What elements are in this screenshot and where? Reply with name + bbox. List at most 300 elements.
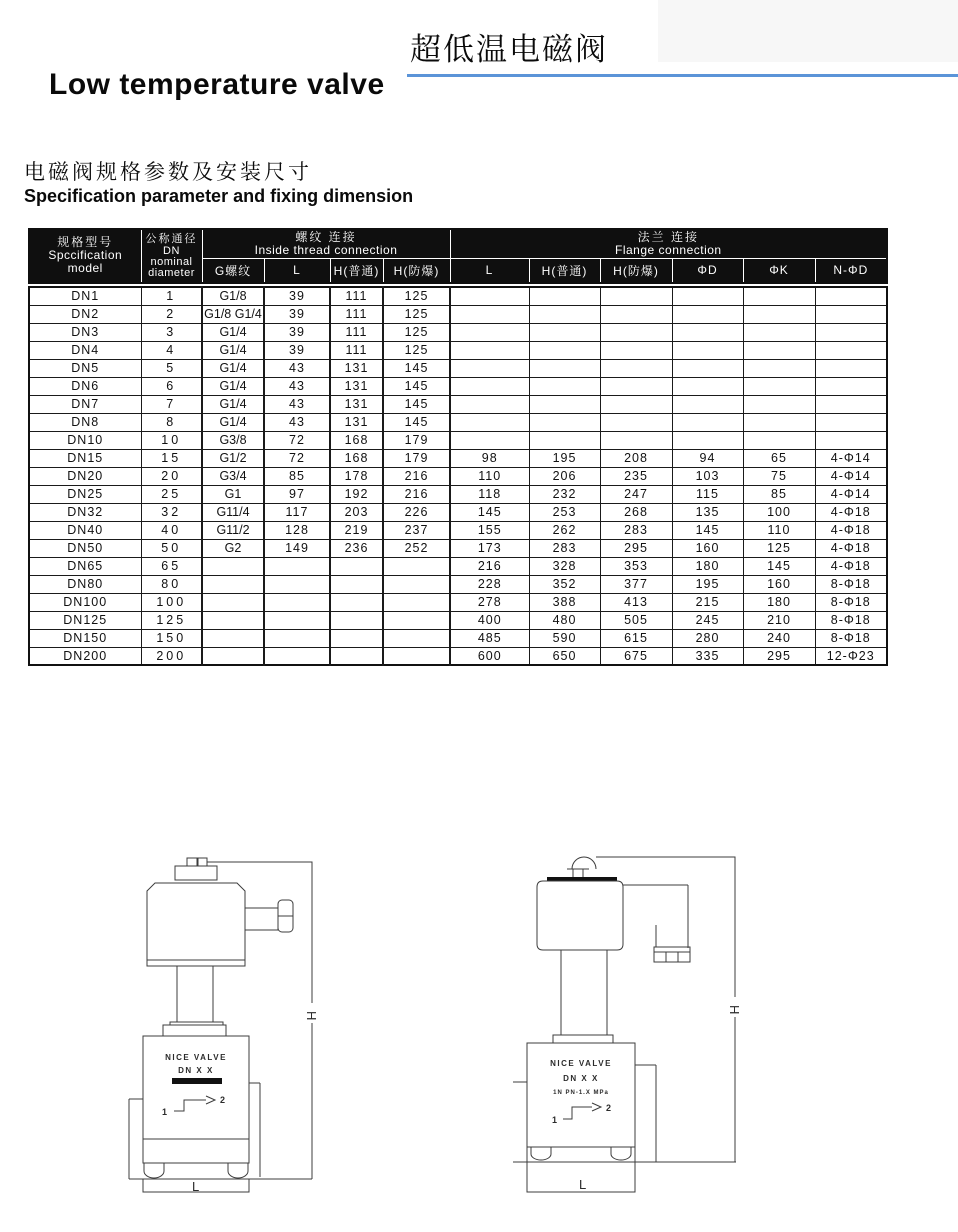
spec-header-en1: Spccification (48, 248, 123, 263)
table-cell (600, 395, 672, 413)
table-cell: 111 (330, 323, 383, 341)
table-cell: 179 (383, 431, 450, 449)
table-row (29, 287, 887, 305)
table-cell (529, 431, 600, 449)
table-cell: G1/4 (202, 377, 264, 395)
table-cell (383, 557, 450, 575)
table-cell: 283 (529, 539, 600, 557)
subheader-flange-h-ex: H(防爆) (600, 259, 672, 283)
table-row (29, 539, 887, 557)
table-cell: 247 (600, 485, 672, 503)
table-cell: 353 (600, 557, 672, 575)
table-cell (330, 575, 383, 593)
table-cell: 216 (383, 485, 450, 503)
table-cell: 4-Φ18 (815, 503, 887, 521)
table-cell: 208 (600, 449, 672, 467)
table-cell: 195 (672, 575, 743, 593)
table-cell: 72 (264, 449, 330, 467)
table-cell: 115 (672, 485, 743, 503)
right-model-text: DN X X (563, 1074, 599, 1083)
table-cell: 4-Φ14 (815, 467, 887, 485)
group-header-thread-connection (202, 229, 450, 259)
table-cell: 100 (743, 503, 815, 521)
left-hex-nut (144, 1163, 164, 1178)
table-cell (743, 359, 815, 377)
table-cell: DN20 (29, 467, 141, 485)
table-cell: 149 (264, 539, 330, 557)
table-cell (743, 431, 815, 449)
table-cell: 413 (600, 593, 672, 611)
table-cell (529, 341, 600, 359)
right-port-1-label: 1 (552, 1115, 558, 1125)
table-cell (202, 647, 264, 665)
table-cell: 180 (743, 593, 815, 611)
table-cell (450, 413, 529, 431)
table-cell: 94 (672, 449, 743, 467)
group-header-flange-connection (450, 229, 887, 259)
table-cell (672, 359, 743, 377)
table-cell (743, 305, 815, 323)
table-cell: 168 (330, 431, 383, 449)
table-cell: 505 (600, 611, 672, 629)
right-coil-assembly (537, 877, 690, 962)
table-cell (672, 305, 743, 323)
table-cell (450, 287, 529, 305)
spec-table-rows (29, 287, 887, 665)
table-cell: 155 (450, 521, 529, 539)
left-flow-arrow (174, 1100, 206, 1111)
table-cell: 111 (330, 305, 383, 323)
table-cell (330, 593, 383, 611)
table-cell: 39 (264, 287, 330, 305)
table-cell: 125 (383, 305, 450, 323)
flange-group-cn: 法兰 连接 (637, 230, 699, 244)
table-row (29, 413, 887, 431)
table-cell: G11/4 (202, 503, 264, 521)
table-cell (450, 395, 529, 413)
table-cell (202, 557, 264, 575)
table-cell: 216 (383, 467, 450, 485)
table-cell (600, 431, 672, 449)
table-cell: 4-Φ14 (815, 449, 887, 467)
table-cell: 131 (330, 413, 383, 431)
table-cell (264, 575, 330, 593)
dn-header-cn: 公称通径 (145, 232, 198, 245)
table-cell: DN80 (29, 575, 141, 593)
flange-group-en: Flange connection (615, 243, 722, 257)
table-cell: G3/8 (202, 431, 264, 449)
table-cell (815, 305, 887, 323)
table-cell: 590 (529, 629, 600, 647)
table-cell: 97 (264, 485, 330, 503)
page-title-chinese: 超低温电磁阀 (410, 32, 608, 67)
table-cell: 20 (141, 467, 202, 485)
table-cell: 145 (383, 413, 450, 431)
table-cell: 268 (600, 503, 672, 521)
table-cell (383, 611, 450, 629)
table-cell: 179 (383, 449, 450, 467)
table-cell: DN150 (29, 629, 141, 647)
table-cell: 85 (264, 467, 330, 485)
section-title-chinese: 电磁阀规格参数及安装尺寸 (24, 161, 312, 184)
table-cell: 2 (141, 305, 202, 323)
table-cell: 262 (529, 521, 600, 539)
subheader-n-phi-d: N-ΦD (815, 259, 887, 283)
subheader-g-thread: G螺纹 (202, 259, 264, 283)
table-cell: G1/4 (202, 395, 264, 413)
table-cell: DN40 (29, 521, 141, 539)
table-cell: 145 (450, 503, 529, 521)
right-hex-nut (611, 1147, 631, 1160)
table-cell: 200 (141, 647, 202, 665)
table-cell (743, 395, 815, 413)
spec-header-cn: 规格型号 (57, 235, 114, 250)
table-cell (815, 377, 887, 395)
subheader-thread-l: L (264, 259, 330, 283)
table-cell (383, 647, 450, 665)
right-flow-arrow (563, 1107, 592, 1119)
table-cell: 168 (330, 449, 383, 467)
table-cell: 480 (529, 611, 600, 629)
table-cell: DN6 (29, 377, 141, 395)
table-cell: DN7 (29, 395, 141, 413)
table-cell (383, 593, 450, 611)
table-cell: 125 (743, 539, 815, 557)
table-cell (202, 611, 264, 629)
table-cell: 117 (264, 503, 330, 521)
table-cell: 111 (330, 287, 383, 305)
table-cell: G1/4 (202, 323, 264, 341)
right-dim-h-label: H (727, 1005, 742, 1015)
thread-group-en: Inside thread connection (254, 243, 398, 257)
table-cell: 600 (450, 647, 529, 665)
table-cell: G1 (202, 485, 264, 503)
table-cell (672, 377, 743, 395)
left-valve-diagram (88, 845, 388, 1205)
table-cell (330, 557, 383, 575)
table-row (29, 395, 887, 413)
table-row (29, 503, 887, 521)
subheader-phi-d: ΦD (672, 259, 743, 283)
dn-header-l2: DN (163, 244, 180, 257)
table-cell: DN8 (29, 413, 141, 431)
table-row (29, 557, 887, 575)
table-cell: 128 (264, 521, 330, 539)
spec-table-body (28, 286, 888, 666)
table-cell: 150 (141, 629, 202, 647)
left-brand-text: NICE VALVE (165, 1053, 227, 1062)
table-cell: 125 (141, 611, 202, 629)
table-cell (815, 431, 887, 449)
table-cell: G1/8 G1/4 (202, 305, 264, 323)
right-hex-nut (531, 1147, 551, 1160)
table-cell (264, 557, 330, 575)
dn-header-l4: diameter (148, 266, 195, 279)
table-cell: G1/4 (202, 359, 264, 377)
table-cell: 485 (450, 629, 529, 647)
table-cell: 328 (529, 557, 600, 575)
subheader-thread-h-ex: H(防爆) (383, 259, 450, 283)
table-cell: 216 (450, 557, 529, 575)
table-cell: 125 (383, 287, 450, 305)
table-cell (202, 575, 264, 593)
right-spec-line-text: 1N PN-1.X MPa (553, 1090, 609, 1096)
table-cell (600, 287, 672, 305)
table-cell (815, 341, 887, 359)
table-cell: DN50 (29, 539, 141, 557)
table-cell: 352 (529, 575, 600, 593)
table-cell (264, 629, 330, 647)
table-row (29, 647, 887, 665)
left-model-text: DN X X (178, 1066, 214, 1075)
table-cell: 145 (383, 377, 450, 395)
table-cell: 235 (600, 467, 672, 485)
thread-group-cn: 螺纹 连接 (295, 230, 357, 244)
table-cell (743, 377, 815, 395)
table-cell: 4-Φ18 (815, 521, 887, 539)
table-cell: 180 (672, 557, 743, 575)
table-cell: 7 (141, 395, 202, 413)
table-row (29, 575, 887, 593)
table-cell: DN125 (29, 611, 141, 629)
table-row (29, 521, 887, 539)
table-row (29, 377, 887, 395)
table-row (29, 323, 887, 341)
table-cell: 178 (330, 467, 383, 485)
spec-table-header (28, 228, 888, 284)
table-cell: DN25 (29, 485, 141, 503)
table-cell: 192 (330, 485, 383, 503)
table-cell (529, 377, 600, 395)
table-cell: 10 (141, 431, 202, 449)
table-cell (743, 287, 815, 305)
table-cell (672, 413, 743, 431)
table-cell (672, 395, 743, 413)
table-cell (330, 611, 383, 629)
table-cell: 65 (141, 557, 202, 575)
table-cell: 228 (450, 575, 529, 593)
table-cell (450, 431, 529, 449)
table-cell: 388 (529, 593, 600, 611)
table-cell: 1 (141, 287, 202, 305)
table-cell: 252 (383, 539, 450, 557)
table-cell: 215 (672, 593, 743, 611)
table-cell (450, 323, 529, 341)
table-cell (529, 395, 600, 413)
table-cell (600, 323, 672, 341)
table-cell: 280 (672, 629, 743, 647)
table-cell (529, 305, 600, 323)
table-cell: 43 (264, 413, 330, 431)
table-cell: G11/2 (202, 521, 264, 539)
table-cell: 39 (264, 341, 330, 359)
table-cell (743, 341, 815, 359)
table-cell: 131 (330, 377, 383, 395)
table-cell: 8 (141, 413, 202, 431)
table-cell: 160 (672, 539, 743, 557)
right-terminal-block (654, 952, 690, 962)
table-cell: 173 (450, 539, 529, 557)
table-row (29, 431, 887, 449)
table-cell: 226 (383, 503, 450, 521)
subheader-phi-k: ΦK (743, 259, 815, 283)
table-row (29, 359, 887, 377)
table-cell: 8-Φ18 (815, 629, 887, 647)
table-cell (450, 359, 529, 377)
right-brand-text: NICE VALVE (550, 1059, 612, 1068)
subheader-flange-h-std: H(普通) (529, 259, 600, 283)
table-cell: 110 (743, 521, 815, 539)
table-cell (743, 413, 815, 431)
table-cell: 118 (450, 485, 529, 503)
table-cell: 98 (450, 449, 529, 467)
table-cell: 8-Φ18 (815, 593, 887, 611)
table-cell (330, 629, 383, 647)
table-cell: 236 (330, 539, 383, 557)
section-title-english: Specification parameter and fixing dimension (24, 186, 414, 206)
table-cell (330, 647, 383, 665)
table-cell (450, 377, 529, 395)
table-cell: 295 (600, 539, 672, 557)
table-cell: 5 (141, 359, 202, 377)
table-cell: 25 (141, 485, 202, 503)
table-cell (672, 431, 743, 449)
right-terminal-strip (654, 947, 690, 952)
left-dim-h-label: H (304, 1011, 319, 1021)
right-dimension-lines (513, 857, 742, 1162)
table-cell (383, 629, 450, 647)
table-cell: 131 (330, 359, 383, 377)
subheader-flange-l: L (450, 259, 529, 283)
table-row (29, 629, 887, 647)
table-cell: 125 (383, 323, 450, 341)
table-cell (672, 323, 743, 341)
table-cell (264, 611, 330, 629)
header-gray-panel (658, 0, 958, 62)
table-cell: 219 (330, 521, 383, 539)
left-dimension-lines (129, 862, 319, 1179)
table-cell: 650 (529, 647, 600, 665)
table-cell (529, 359, 600, 377)
table-cell: 237 (383, 521, 450, 539)
table-cell (529, 413, 600, 431)
table-cell: G1/4 (202, 341, 264, 359)
table-cell: 3 (141, 323, 202, 341)
table-cell: DN4 (29, 341, 141, 359)
table-cell (600, 413, 672, 431)
table-cell (264, 647, 330, 665)
override-dome (572, 857, 596, 869)
table-cell: 4 (141, 341, 202, 359)
table-cell (202, 593, 264, 611)
table-cell: DN10 (29, 431, 141, 449)
table-cell: 675 (600, 647, 672, 665)
table-cell: 65 (743, 449, 815, 467)
table-cell: DN2 (29, 305, 141, 323)
table-cell: 80 (141, 575, 202, 593)
table-cell: 43 (264, 377, 330, 395)
accent-divider (407, 74, 958, 77)
table-cell: 615 (600, 629, 672, 647)
table-cell (600, 341, 672, 359)
table-cell (815, 287, 887, 305)
table-cell: DN5 (29, 359, 141, 377)
table-cell: 278 (450, 593, 529, 611)
table-cell: 295 (743, 647, 815, 665)
table-cell (815, 359, 887, 377)
table-cell: 232 (529, 485, 600, 503)
table-cell (383, 575, 450, 593)
table-cell: 43 (264, 395, 330, 413)
left-connector-arm (245, 908, 278, 930)
table-cell: 377 (600, 575, 672, 593)
table-cell: 12-Φ23 (815, 647, 887, 665)
left-nameplate (162, 1053, 227, 1117)
right-dim-l-label: L (579, 1177, 587, 1192)
table-cell: 4-Φ14 (815, 485, 887, 503)
table-cell: 110 (450, 467, 529, 485)
table-cell: 8-Φ18 (815, 611, 887, 629)
table-cell: 15 (141, 449, 202, 467)
table-row (29, 611, 887, 629)
table-cell: DN65 (29, 557, 141, 575)
right-port-2-label: 2 (606, 1103, 612, 1113)
table-cell: G1/4 (202, 413, 264, 431)
table-cell: G3/4 (202, 467, 264, 485)
spec-header-en2: model (67, 261, 103, 276)
table-cell: 245 (672, 611, 743, 629)
table-cell: 253 (529, 503, 600, 521)
table-cell: 400 (450, 611, 529, 629)
left-dim-l-label: L (192, 1179, 200, 1194)
table-cell: 4-Φ18 (815, 557, 887, 575)
table-cell: 39 (264, 323, 330, 341)
column-header-spec-model (29, 229, 141, 283)
table-cell: 43 (264, 359, 330, 377)
table-row (29, 305, 887, 323)
table-cell (815, 323, 887, 341)
table-cell (672, 287, 743, 305)
table-cell (450, 341, 529, 359)
right-valve-diagram (493, 845, 793, 1205)
table-cell (600, 305, 672, 323)
table-cell (529, 287, 600, 305)
table-cell: 85 (743, 485, 815, 503)
table-cell: 111 (330, 341, 383, 359)
table-cell: 72 (264, 431, 330, 449)
table-cell: 203 (330, 503, 383, 521)
table-cell (450, 305, 529, 323)
table-cell: 103 (672, 467, 743, 485)
right-manual-override (567, 857, 596, 878)
table-cell: 145 (672, 521, 743, 539)
table-cell: 195 (529, 449, 600, 467)
table-cell (600, 359, 672, 377)
table-cell: 4-Φ18 (815, 539, 887, 557)
table-cell: 240 (743, 629, 815, 647)
table-cell: 32 (141, 503, 202, 521)
table-cell: 210 (743, 611, 815, 629)
table-cell: 145 (383, 395, 450, 413)
table-cell: 50 (141, 539, 202, 557)
table-cell: DN32 (29, 503, 141, 521)
table-cell (743, 323, 815, 341)
table-cell: G2 (202, 539, 264, 557)
table-cell (600, 377, 672, 395)
table-cell: 40 (141, 521, 202, 539)
table-cell: G1/2 (202, 449, 264, 467)
right-nameplate (550, 1059, 612, 1125)
